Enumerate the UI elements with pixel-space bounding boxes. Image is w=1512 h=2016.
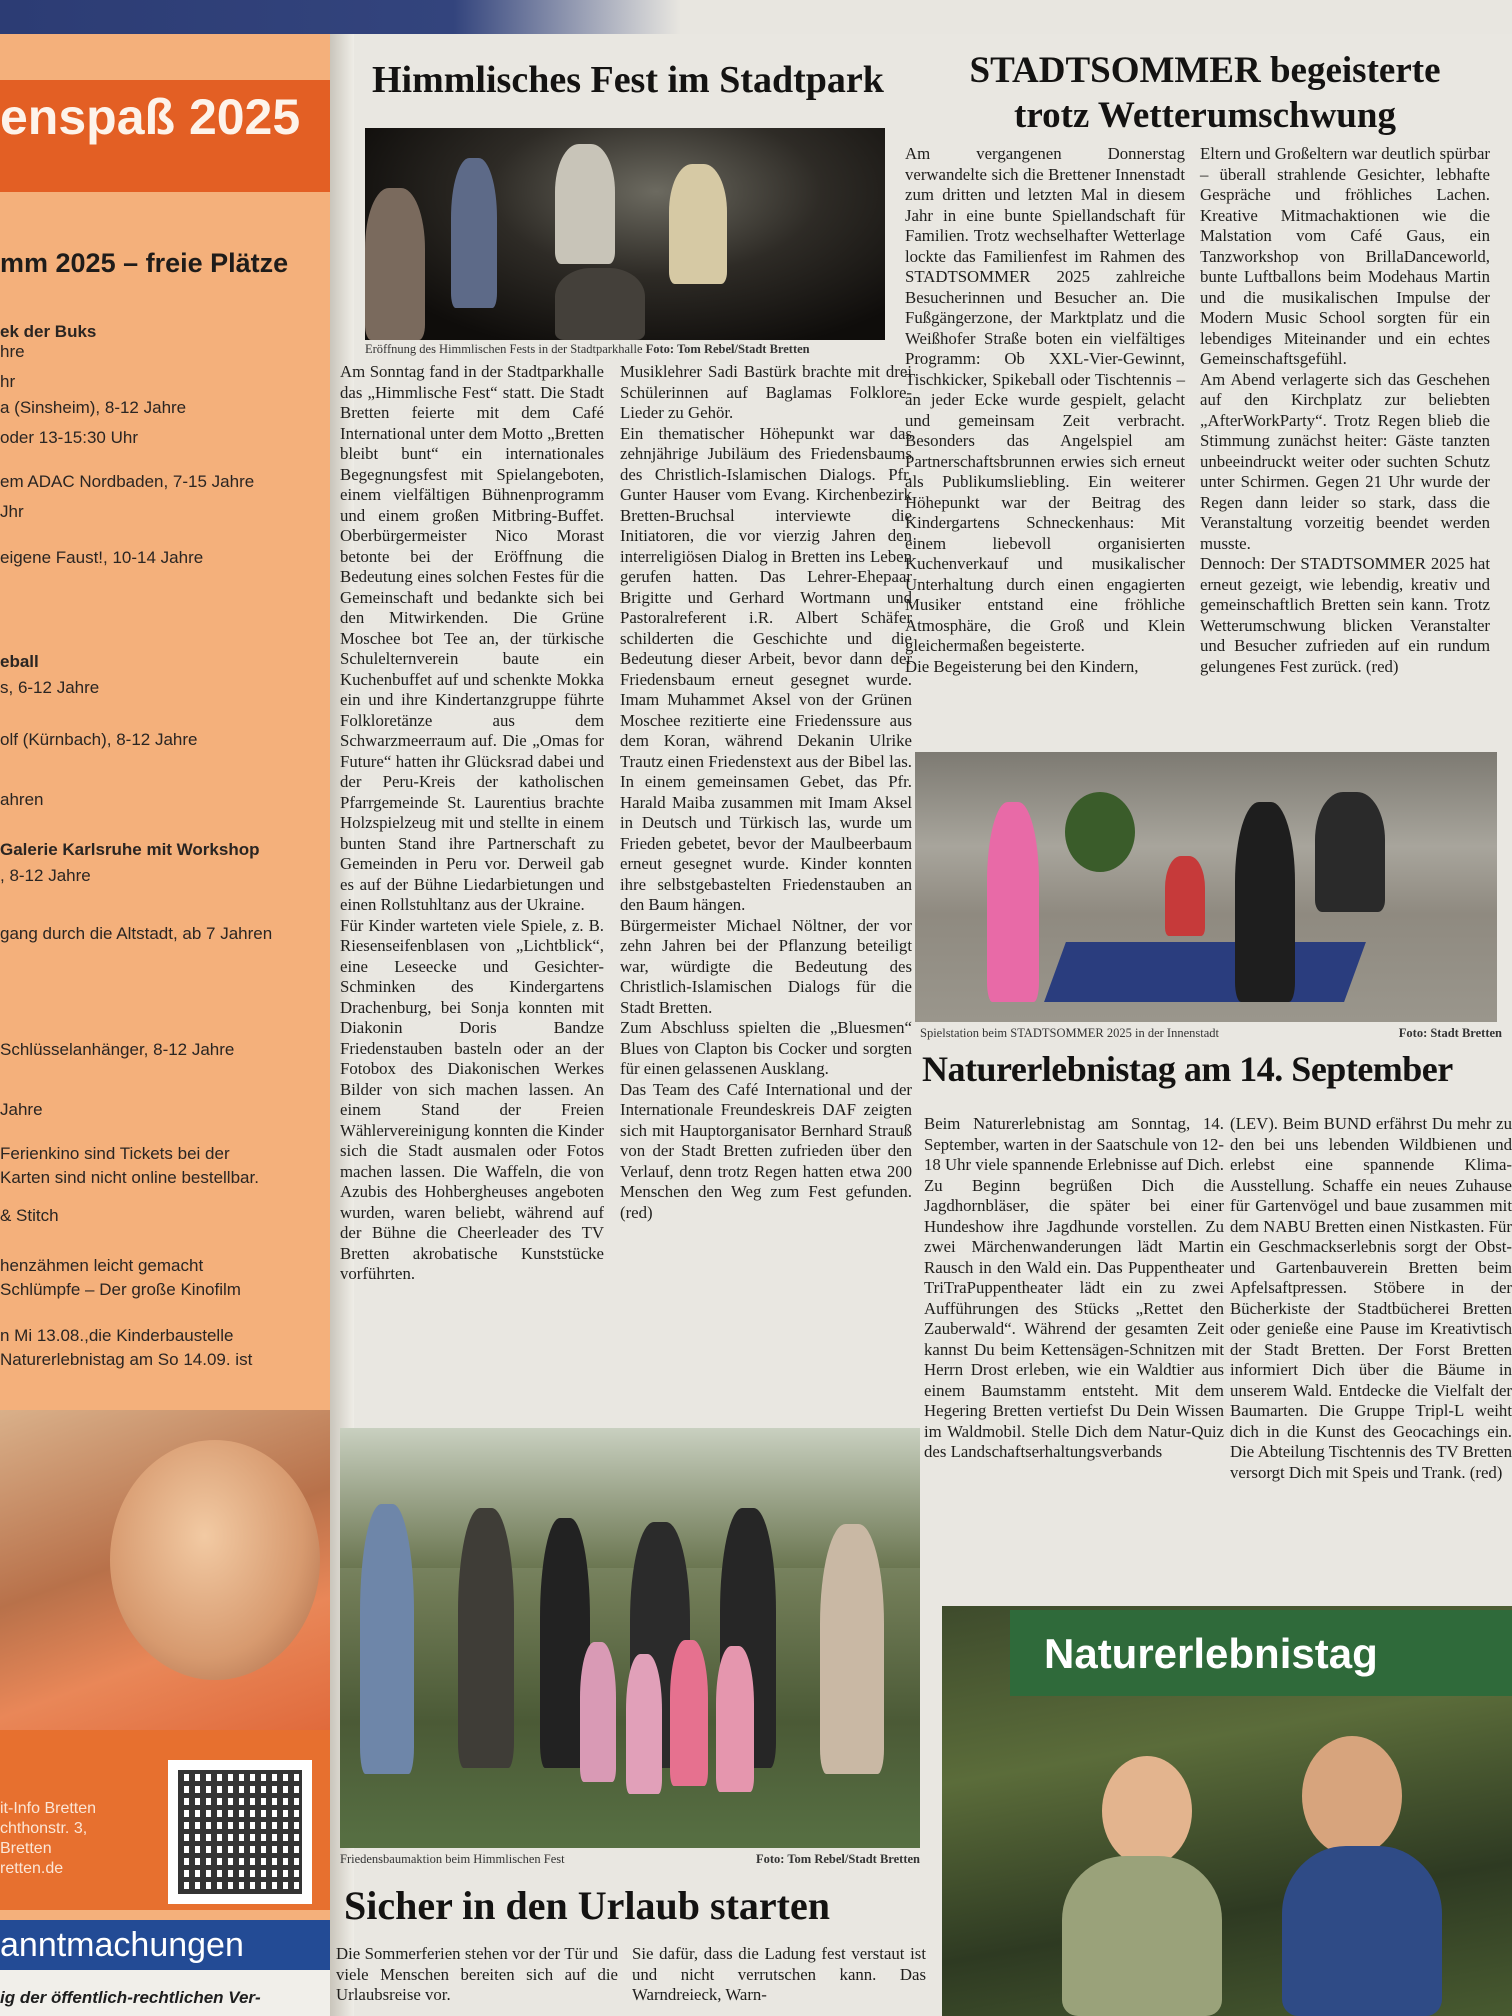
photo-person: [458, 1508, 514, 1768]
sidebar-program-line: a (Sinsheim), 8-12 Jahre: [0, 398, 187, 417]
sidebar-program-line: n Mi 13.08.,die Kinderbaustelle: [0, 1326, 234, 1345]
article2-kids-photo: [915, 752, 1497, 1022]
sidebar-info-line: it-Info Bretten: [0, 1800, 97, 1817]
child-face-shape: [110, 1440, 320, 1680]
sidebar-program-line: eball: [0, 652, 39, 671]
article2-photo-caption: Spielstation beim STADTSOMMER 2025 in der Innenstadt Foto: Stadt Bretten: [920, 1026, 1502, 1040]
photo-person: [716, 1646, 754, 1792]
top-page-strip: [0, 0, 1512, 34]
sidebar-program-line: & Stitch: [0, 1206, 59, 1225]
sidebar-program-line: hr: [0, 372, 16, 391]
sidebar-info-line: Bretten: [0, 1840, 52, 1857]
sidebar-program-line: henzähmen leicht gemacht: [0, 1256, 204, 1275]
photo-person: [626, 1654, 662, 1794]
article1-column-2: Musiklehrer Sadi Bastürk brachte mit drei Schülerinnen auf Baglamas Folklore-Lieder zu Gehör. Ein thematischer Höhepunkt war das zehnjährige Jubiläum des Friedensbaums des Christlich-Islamischen Dialogs. Pfr. Gunter Hauser vom Evang. Kirchenbezirk Bretten-Bruchsal interviewte die Initiatoren, die vor vierzig Jahren den interreligiösen Dialog in Bretten ins Leben gerufen hatten. Das Lehrer-Ehepaar Brigitte und Gerhard Wortmann und Pastoralreferent i.R. Albert Schäfer schilderten die Geschichte und die Bedeutung dieser Arbeit, bevor dann der Friedensbaum erneut gesegnet wurde. Imam Muhammet Aksel von der Grünen Moschee rezitierte eine Friedenssure aus dem Koran, während Dekanin Ulrike Trautz einen Friedenstext aus der Bibel las. In einem gemeinsamen Gebet, das Pfr. Harald Maiba zusammen mit Imam Aksel in Deutsch und Türkisch las, wurde um Frieden gebetet, bevor der Maulbeerbaum erneut gesegnet wurde. Kinder konnten ihre selbstgebastelten Friedenstauben an den Baum hängen. Bürgermeister Michael Nöltner, der vor zehn Jahren bei der Pflanzung beteiligt war, würdigte die Bedeutung des Christlich-Islamischen Dialogs für die Stadt Bretten. Zum Abschluss spielten die „Bluesmen“ Blues von Clapton bis Cocker und sorgten für einen gelassenen Ausklang. Das Team des Café International und der Internationale Freundeskreis DAF zeigten sich mit Hauptorganisator Bernhard Strauß von der Stadt Bretten zufrieden über den Verlauf, denn trotz Regen hatten etwa 200 Menschen den Weg zum Fest gefunden. (red): [620, 362, 912, 1222]
sidebar-program-line: , 8-12 Jahre: [0, 866, 91, 885]
article1-photo2-caption: Friedensbaumaktion beim Himmlischen Fest Foto: Tom Rebel/Stadt Bretten: [340, 1852, 920, 1866]
article1-garden-photo: [340, 1428, 920, 1848]
sidebar-program-line: oder 13-15:30 Uhr: [0, 428, 138, 447]
sidebar-program-line: hre: [0, 342, 25, 361]
photo-person: [555, 144, 615, 264]
sidebar-program-line: Ferienkino sind Tickets bei der: [0, 1144, 230, 1163]
article1-stage-photo: [365, 128, 885, 340]
sidebar-program-line: ahren: [0, 790, 44, 809]
photo-person: [1165, 856, 1205, 936]
sidebar-info-line: chthonstr. 3,: [0, 1820, 88, 1837]
photo-person: [1062, 1856, 1222, 2016]
photo-person: [669, 164, 727, 284]
photo-person: [1315, 792, 1385, 912]
child-face-shape: [1302, 1736, 1402, 1856]
photo-person: [1235, 802, 1295, 1002]
photo-person: [670, 1640, 708, 1786]
article3-headline: Naturerlebnistag am 14. September: [922, 1049, 1453, 1089]
sidebar-program-line: Galerie Karlsruhe mit Workshop: [0, 840, 260, 859]
article1-column-1: Am Sonntag fand in der Stadtparkhalle das „Himmlische Fest“ statt. Die Stadt Bretten feierte mit dem Café International unter dem Motto „Bretten bleibt bunt“ ein internationales Begegnungsfest mit Spielangeboten, einem vielfältigen Bühnenprogramm und einem großen Mitbring-Buffet. Oberbürgermeister Nico Morast betonte bei der Eröffnung die Bedeutung eines solchen Festes für die Gemeinschaft und bedankte sich bei den Mitwirkenden. Die Grüne Moschee bot Tee an, der türkische Schulelternverein baute ein Kuchenbuffet auf und schenkte Mokka ein und ihre Kindertanzgruppe führte Folkloretänze aus dem Schwarzmeerraum auf. Die „Omas for Future“ hatten ihr Glücksrad dabei und der Peru-Kreis der katholischen Pfarrgemeinde St. Laurentius brachte Holzspielzeug mit und stellte in einem bunten Stand ihre Partnerschaft zu Gemeinden in Peru vor. Derweil gab es auf der Bühne Liedarbietungen und einen Rollstuhltanz aus der Ukraine. Für Kinder warteten viele Spiele, z. B. Riesenseifenblasen von „Lichtblick“, eine Leseecke und Gesichter-Schminken des Kindergartens Drachenburg, bei Sonja konnten mit Diakonin Doris Bandze Friedenstauben basteln oder an der Fotobox des Diakonischen Werkes Bilder von sich machen lassen. An einem Stand der Freien Wählervereinigung konnten die Kinder sich die Stadt ausmalen oder Fotos machen lassen. Die Waffeln, die von Azubis des Hohbergheuses angeboten wurden, waren beliebt, während auf der Bühne die Cheerleader des TV Bretten akrobatische Kunststücke vorführten.: [340, 362, 604, 1283]
article1-headline: Himmlisches Fest im Stadtpark: [372, 59, 884, 101]
announcements-title: anntmachungen: [0, 1926, 244, 1964]
sidebar-program-line: em ADAC Nordbaden, 7-15 Jahre: [0, 472, 255, 491]
sidebar-program-line: Jahre: [0, 1100, 43, 1119]
sidebar-title: enspaß 2025: [0, 89, 301, 145]
article2-headline: STADTSOMMER begeisterte trotz Wetterumschwung: [969, 50, 1441, 136]
article3-column-1: Beim Naturerlebnistag am Sonntag, 14. September, warten in der Saatschule von 12-18 Uhr viele spannende Erlebnisse auf Dich. Zu Beginn begrüßen Dich die Jagdhornbläser, die später bei einer Hundeshow ihre Jagdhunde vorstellen. Zu zwei Märchenwanderungen lädt Martin Rausch in den Wald ein. Das Puppentheater TriTraPuppentheater lädt ein zu zwei Aufführungen des Stücks „Rettet den Zauberwald“. Während der gesamten Zeit kannst Du beim Kettensägen-Schnitzen mit Herrn Drost erleben, wie ein Waldtier aus einem Baumstamm entsteht. Mit dem Hegering Bretten vertiefst Du Dein Wissen im Waldmobil. Stelle Dich dem Natur-Quiz des Landschaftserhaltungsverbands: [924, 1114, 1224, 1461]
qr-code-icon: [168, 1760, 312, 1904]
photo-person: [555, 268, 645, 340]
photo-person: [451, 158, 497, 308]
plant-shape: [1065, 792, 1135, 872]
sidebar-program-line: s, 6-12 Jahre: [0, 678, 100, 697]
sidebar-program-line: Schlümpfe – Der große Kinofilm: [0, 1280, 241, 1299]
photo-person: [820, 1524, 884, 1774]
photo-person: [360, 1504, 414, 1774]
photo-person: [987, 802, 1039, 1002]
sidebar-program-line: Karten sind nicht online bestellbar.: [0, 1168, 259, 1187]
photo-person: [580, 1642, 616, 1782]
article3-column-2: (LEV). Beim BUND erfährst Du mehr zu den bei uns lebenden Wildbienen und erlebst eine spannende Klima-Ausstellung. Schaffe ein neues Zuhause für Gartenvögel und baue zusammen mit dem NABU Bretten einen Nistkasten. Für ein Geschmackserlebnis sorgt der Obst- und Gartenbauverein Bretten beim Apfelsaftpressen. Stöbere in der Bücherkiste der Stadtbücherei Bretten oder genieße eine Pause im Kreativtisch der Stadt Bretten. Der Forst Bretten informiert Dich über die Bäume in unserem Wald. Entdecke die Vielfalt der Baumarten. Die Gruppe Tripl-L weiht dich in die Kunst des Geocachings ein. Die Abteilung Tischtennis des TV Bretten versorgt Dich mit Speis und Trank. (red): [1230, 1114, 1512, 1482]
sidebar-program-line: Naturerlebnistag am So 14.09. ist: [0, 1350, 253, 1369]
sidebar-program-line: eigene Faust!, 10-14 Jahre: [0, 548, 204, 567]
sidebar-info-line: retten.de: [0, 1860, 64, 1877]
sidebar-program-line: Schlüsselanhänger, 8-12 Jahre: [0, 1040, 235, 1059]
photo-person: [1282, 1846, 1442, 2016]
child-face-shape: [1102, 1756, 1192, 1866]
announcements-subtitle: ig der öffentlich-rechtlichen Ver-: [0, 1988, 261, 2007]
sidebar-subtitle: mm 2025 – freie Plätze: [0, 248, 289, 278]
naturerlebnistag-banner: Naturerlebnistag: [1010, 1610, 1512, 1696]
article2-column-1: Am vergangenen Donnerstag verwandelte sich die Brettener Innenstadt zum dritten und letzten Mal in diesem Jahr in eine bunte Spiellandschaft für Familien. Trotz wechselhafter Wetterlage lockte das Familienfest im Rahmen des STADTSOMMER 2025 zahlreiche Besucherinnen und Besucher an. Die Fußgängerzone, der Marktplatz und die Weißhofer Straße boten ein vielfältiges Programm: Ob XXL-Vier-Gewinnt, Tischkicker, Spikeball oder Tischtennis – an jeder Ecke wurde gespielt, gelacht und gemeinsam Zeit verbracht. Besonders das Angelspiel am Partnerschaftsbrunnen erwies sich erneut als Publikumsliebling. Ein weiterer Höhepunkt war der Beitrag des Kindergartens Schneckenhaus: Mit einem liebevoll organisierten Kuchenverkauf und musikalischer Unterhaltung durch einen engagierten Musiker entstand eine fröhliche Atmosphäre, die Groß und Klein gleichermaßen begeisterte. Die Begeisterung bei den Kindern,: [905, 144, 1185, 676]
sidebar-program-line: ek der Buks: [0, 322, 97, 341]
sidebar-program-line: Jhr: [0, 502, 24, 521]
article4-headline: Sicher in den Urlaub starten: [344, 1883, 830, 1928]
photo-person: [365, 188, 425, 340]
article1-photo-caption: Eröffnung des Himmlischen Fests in der Stadtparkhalle Foto: Tom Rebel/Stadt Bretten: [365, 342, 810, 356]
article4-column-2: Sie dafür, dass die Ladung fest verstaut ist und nicht verrutschen kann. Das Warndreieck, Warn-: [632, 1944, 926, 2004]
sidebar-program-line: olf (Kürnbach), 8-12 Jahre: [0, 730, 198, 749]
article2-column-2: Eltern und Großeltern war deutlich spürbar – überall strahlende Gesichter, lebhafte Gespräche und fröhliches Lachen. Kreative Mitmachaktionen wie die Malstation vom Café Gaus, ein Tanzworkshop von BrillaDanceworld, bunte Luftballons beim Modehaus Martin und die musikalischen Impulse der Modern Music School sorgten für ein lebendiges Miteinander und ein echtes Gemeinschaftsgefühl. Am Abend verlagerte sich das Geschehen auf den Kirchplatz zur beliebten „AfterWorkParty“. Trotz Regen blieb die Stimmung zunächst heiter: Gäste tanzten unbeeindruckt weiter oder suchten Schutz unter Schirmen. Gegen 21 Uhr wurde der Regen dann leider so stark, dass die Veranstaltung vorzeitig beendet werden musste. Dennoch: Der STADTSOMMER 2025 hat erneut gezeigt, wie lebendig, kreativ und gemeinschaftlich Bretten sein kann. Trotz Wetterumschwung blicken Veranstalter und Besucher zufrieden auf ein rundum gelungenes Fest zurück. (red): [1200, 144, 1490, 676]
sidebar-program-line: gang durch die Altstadt, ab 7 Jahren: [0, 924, 273, 943]
article4-column-1: Die Sommerferien stehen vor der Tür und viele Menschen bereiten sich auf die Urlaubsreise vor.: [336, 1944, 618, 2004]
